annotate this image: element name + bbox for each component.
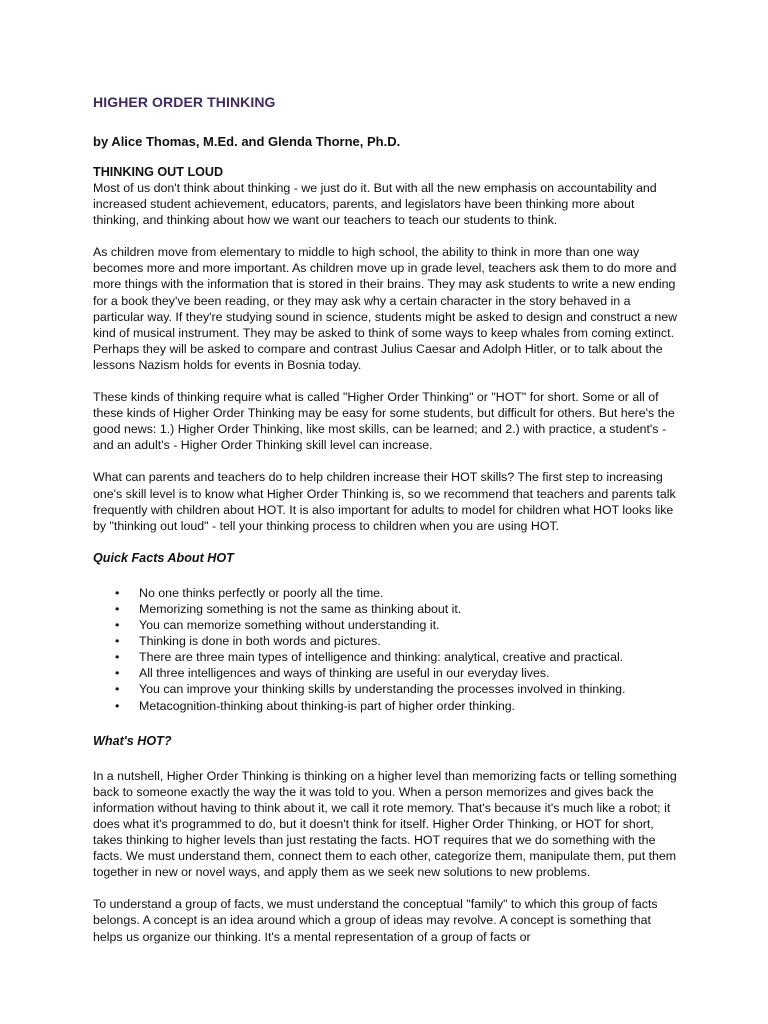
document-title: HIGHER ORDER THINKING — [93, 94, 276, 110]
paragraph: To understand a group of facts, we must understand the conceptual "family" to which this group of facts belongs. A concept is an idea around which a group of ideas may revolve. A concept is something that helps us organize our thinking. It's a mental representation of a group of facts or — [93, 897, 658, 944]
paragraph: In a nutshell, Higher Order Thinking is thinking on a higher level than memorizing facts or telling something back to someone exactly the way the it was told to you. When a person memorizes and gives back the information without having to think about it, we call it rote memory. That's because it's much like a robot; it does what it's programmed to do, but it doesn't think for itself. Higher Order Thinking, or HOT for short, takes thinking to higher levels than just restating the facts. HOT requires that we do something with the facts. We must understand them, connect them to each other, categorize them, manipulate them, put them together in new or novel ways, and apply them as we seek new solutions to new problems. — [93, 768, 677, 880]
list-item-text: All three intelligences and ways of thinking are useful in our everyday lives. — [139, 666, 550, 681]
author-byline: by Alice Thomas, M.Ed. and Glenda Thorne, Ph.D. — [93, 134, 401, 149]
list-item-text: You can improve your thinking skills by understanding the processes involved in thinking. — [139, 682, 626, 697]
bullet-icon: • — [115, 650, 120, 665]
paragraph: These kinds of thinking require what is called "Higher Order Thinking" or "HOT" for short. Some or all of these kinds of Higher Order Thinking may be easy for some students, but difficult for others. But here's the good news: 1.) Higher Order Thinking, like most skills, can be learned; and 2.) with practice, a student's - and an adult's - Higher Order Thinking skill level can increase. — [93, 390, 675, 453]
list-item — [93, 585, 683, 601]
paragraph: Most of us don't think about thinking - we just do it. But with all the new emphasis on accountability and increased student achievement, educators, parents, and legislators have been thinking more about thinking, and thinking about how we want our teachers to teach our students to think. — [93, 181, 657, 228]
bullet-icon: • — [115, 666, 120, 681]
list-item — [93, 617, 683, 633]
list-item — [93, 649, 683, 665]
list-item — [93, 698, 683, 714]
list-item — [93, 665, 683, 681]
paragraph: What can parents and teachers do to help children increase their HOT skills? The first step to increasing one's skill level is to know what Higher Order Thinking is, so we recommend that teachers and parents talk frequently with children about HOT. It is also important for adults to model for children what HOT looks like by "thinking out loud" - tell your thinking process to children when you are using HOT. — [93, 470, 676, 533]
list-item — [93, 633, 683, 649]
bullet-icon: • — [115, 585, 120, 600]
bullet-icon: • — [115, 682, 120, 697]
paragraph: As children move from elementary to middle to high school, the ability to think in more than one way becomes more and more important. As children move up in grade level, teachers ask them to do more and more things with the information that is stored in their brains. They may ask students to write a new ending for a book they've been reading, or they may ask why a certain character in the story behaved in a particular way. If they're studying sound in science, students might be asked to design and construct a new kind of musical instrument. They may be asked to think of some ways to keep whales from coming extinct. Perhaps they will be asked to compare and contrast Julius Caesar and Adolph Hitler, or to talk about the lessons Nazism holds for events in Bosnia today. — [93, 245, 678, 372]
list-item-text: There are three main types of intelligence and thinking: analytical, creative and practical. — [139, 650, 624, 665]
list-item-text: You can memorize something without understanding it. — [139, 618, 440, 633]
list-item-text: Metacognition-thinking about thinking-is part of higher order thinking. — [139, 698, 516, 713]
quick-facts-list — [93, 585, 683, 714]
bullet-icon: • — [115, 618, 120, 633]
document-page — [93, 94, 683, 961]
bullet-icon: • — [115, 698, 120, 713]
section-heading-thinking-out-loud: THINKING OUT LOUD — [93, 165, 224, 179]
section-heading-quick-facts: Quick Facts About HOT — [93, 550, 234, 565]
list-item-text: No one thinks perfectly or poorly all the time. — [139, 585, 384, 600]
section-heading-whats-hot: What's HOT? — [93, 733, 172, 748]
bullet-icon: • — [115, 601, 120, 616]
list-item — [93, 681, 683, 697]
list-item-text: Memorizing something is not the same as thinking about it. — [139, 601, 462, 616]
list-item-text: Thinking is done in both words and pictures. — [139, 634, 381, 649]
list-item — [93, 601, 683, 617]
bullet-icon: • — [115, 634, 120, 649]
